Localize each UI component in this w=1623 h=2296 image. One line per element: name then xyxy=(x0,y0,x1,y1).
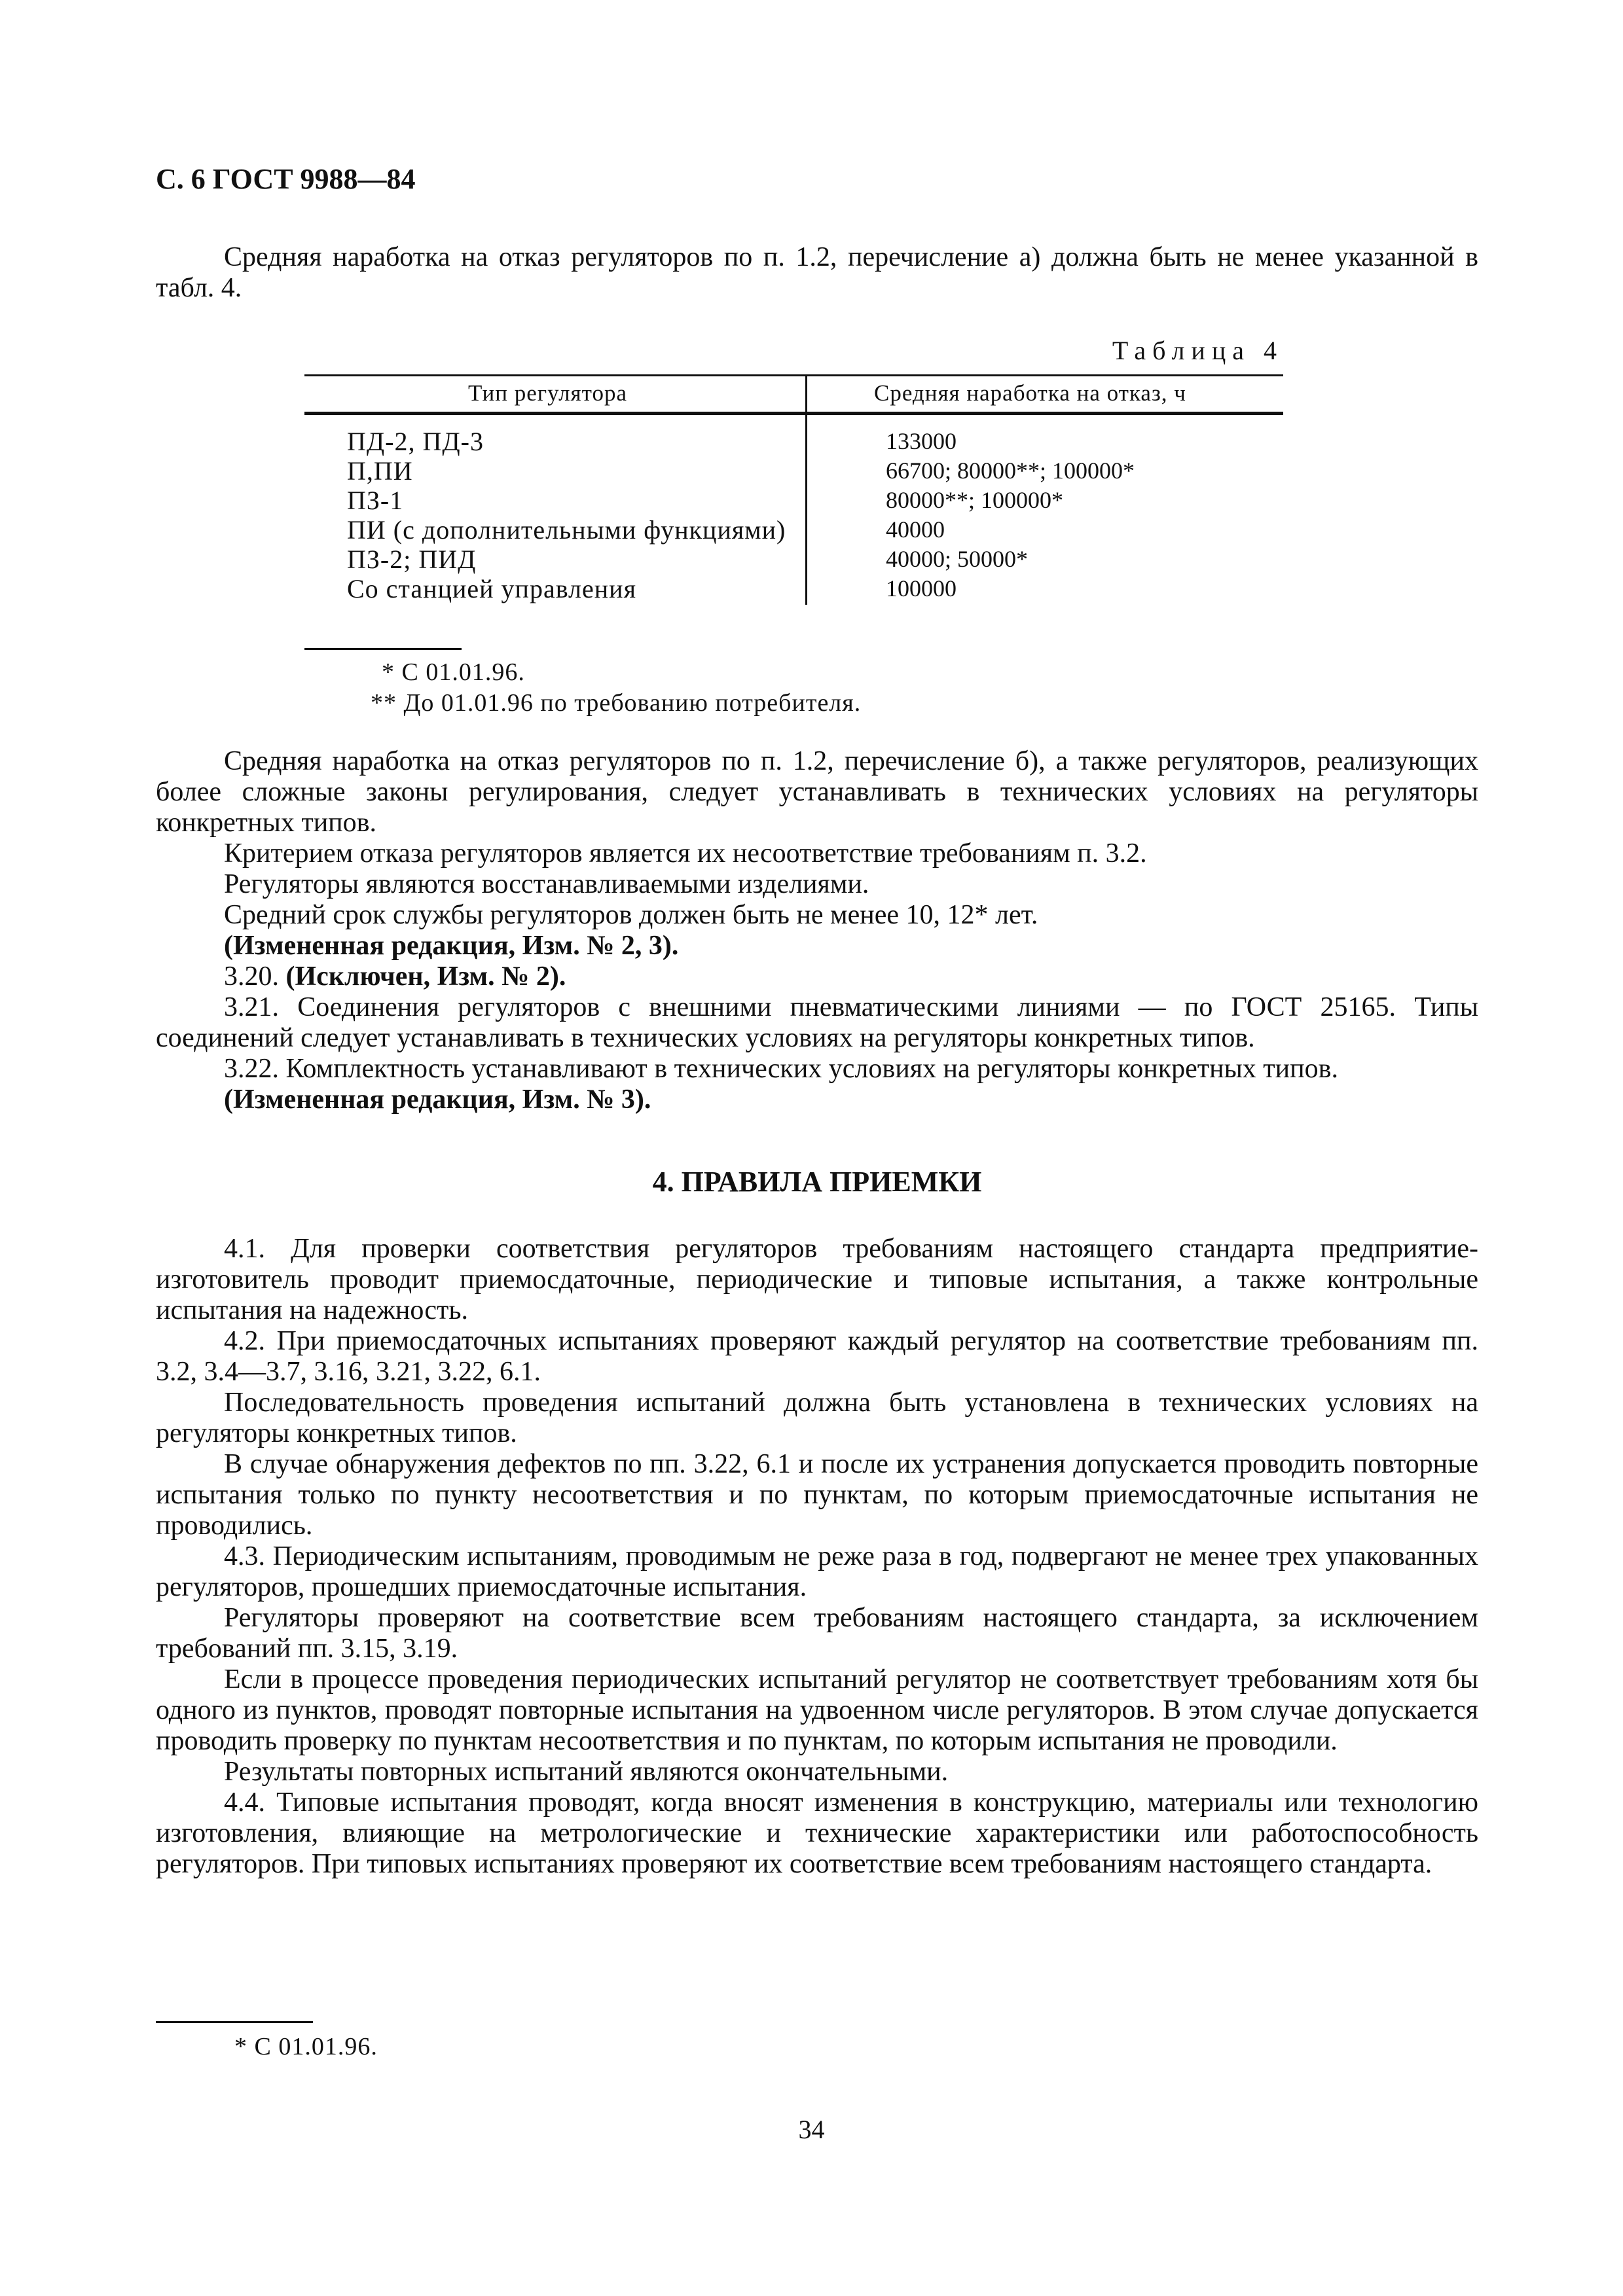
table-header-mtbf: Средняя наработка на отказ, ч xyxy=(874,380,1186,406)
table-col-values xyxy=(886,427,1135,603)
section-paragraph: Последовательность проведения испытаний должна быть установлена в технических условиях на регуляторы конкретных типов. xyxy=(156,1388,1478,1448)
page-number: 34 xyxy=(798,2115,825,2144)
table-cell-value: 66700; 80000**; 100000* xyxy=(886,457,1135,484)
clause-3-20 xyxy=(156,961,1478,992)
clause-3-21: 3.21. Соединения регуляторов с внешними пневматическими линиями — по ГОСТ 25165. Типы соединений следует устанавливать в технических условиях на регуляторы конкретных типов. xyxy=(156,992,1478,1053)
table-header-double-rule xyxy=(304,414,1283,415)
body-block xyxy=(156,746,1478,1115)
table-header xyxy=(304,374,1283,414)
table-footnote: * С 01.01.96. xyxy=(382,658,525,686)
section-paragraph: 4.3. Периодическим испытаниям, проводимым не реже раза в год, подвергают не менее трех упакованных регуляторов, прошедших приемосдаточные испытания. xyxy=(156,1541,1478,1602)
table-cell-type: ПЗ-1 xyxy=(347,486,404,515)
section-4-block xyxy=(156,1234,1478,1880)
body-paragraph: Критерием отказа регуляторов является их несоответствие требованиям п. 3.2. xyxy=(224,838,1147,869)
clause-3-22: 3.22. Комплектность устанавливают в технических условиях на регуляторы конкретных типов. xyxy=(224,1054,1338,1084)
table-caption: Таблица 4 xyxy=(1112,336,1283,365)
section-paragraph: 4.1. Для проверки соответствия регуляторов требованиям настоящего стандарта предприятие-изготовитель проводит приемосдаточные, периодические и типовые испытания, а также контрольные испытания на надежность. xyxy=(156,1234,1478,1325)
amendment-note: (Измененная редакция, Изм. № 3). xyxy=(224,1085,651,1115)
section-title: 4. ПРАВИЛА ПРИЕМКИ xyxy=(652,1166,982,1198)
body-paragraph: Регуляторы являются восстанавливаемыми изделиями. xyxy=(224,869,869,899)
table-col-types xyxy=(347,427,786,603)
table-cell-type: ПИ (с дополнительными функциями) xyxy=(347,515,786,545)
amendment-note: (Измененная редакция, Изм. № 2, 3). xyxy=(224,931,679,961)
section-paragraph: Результаты повторных испытаний являются окончательными. xyxy=(224,1757,949,1787)
table-footnote-rule xyxy=(304,648,462,650)
clause-number: 3.20. xyxy=(224,961,286,992)
body-paragraph: Средняя наработка на отказ регуляторов по п. 1.2, перечисление б), а также регуляторов, реализующих более сложные законы регулирования, следует устанавливать в технических условиях на регуляторы конкретных типов. xyxy=(156,746,1478,838)
intro-block xyxy=(156,242,1478,304)
table-cell-type: ПЗ-2; ПИД xyxy=(347,545,477,574)
table-cell-type: П,ПИ xyxy=(347,456,413,486)
clause-excluded-note: (Исключен, Изм. № 2). xyxy=(285,961,566,992)
table-cell-type: Со станцией управления xyxy=(347,574,636,603)
section-paragraph: 4.2. При приемосдаточных испытаниях проверяют каждый регулятор на соответствие требованиям пп. 3.2, 3.4—3.7, 3.16, 3.21, 3.22, 6.1. xyxy=(156,1326,1478,1387)
section-paragraph: 4.4. Типовые испытания проводят, когда вносят изменения в конструкцию, материалы или технологию изготовления, влияющие на метрологические и технические характеристики или работоспособность регуляторов. При типовых испытаниях проверяют их соответствие всем требованиям настоящего стандарта. xyxy=(156,1787,1478,1879)
page-header: С. 6 ГОСТ 9988—84 xyxy=(156,163,416,195)
table-header-type: Тип регулятора xyxy=(468,380,628,406)
page-footnote: * С 01.01.96. xyxy=(234,2033,378,2060)
body-paragraph: Средний срок службы регуляторов должен быть не менее 10, 12* лет. xyxy=(224,900,1038,930)
section-paragraph: Регуляторы проверяют на соответствие всем требованиям настоящего стандарта, за исключением требований пп. 3.15, 3.19. xyxy=(156,1603,1478,1664)
table-cell-value: 133000 xyxy=(886,428,957,454)
table-column-divider xyxy=(805,374,807,605)
table-footnote: ** До 01.01.96 по требованию потребителя. xyxy=(371,689,862,717)
page-footnote-rule xyxy=(156,2021,313,2023)
table-cell-value: 100000 xyxy=(886,575,957,601)
table-cell-type: ПД-2, ПД-3 xyxy=(347,427,484,456)
section-paragraph: В случае обнаружения дефектов по пп. 3.22, 6.1 и после их устранения допускается проводить повторные испытания только по пункту несоответствия и по пунктам, по которым приемосдаточные испытания не проводились. xyxy=(156,1449,1478,1541)
table-cell-value: 40000 xyxy=(886,516,945,543)
table-cell-value: 40000; 50000* xyxy=(886,546,1029,572)
section-paragraph: Если в процессе проведения периодических испытаний регулятор не соответствует требованиям хотя бы одного из пунктов, проводят повторные испытания на удвоенном числе регуляторов. В этом случае допускается проводить проверку по пунктам несоответствия и по пунктам, по которым испытания не проводили. xyxy=(156,1664,1478,1756)
intro-paragraph: Средняя наработка на отказ регуляторов по п. 1.2, перечисление а) должна быть не менее указанной в табл. 4. xyxy=(156,242,1478,303)
table-cell-value: 80000**; 100000* xyxy=(886,487,1064,513)
